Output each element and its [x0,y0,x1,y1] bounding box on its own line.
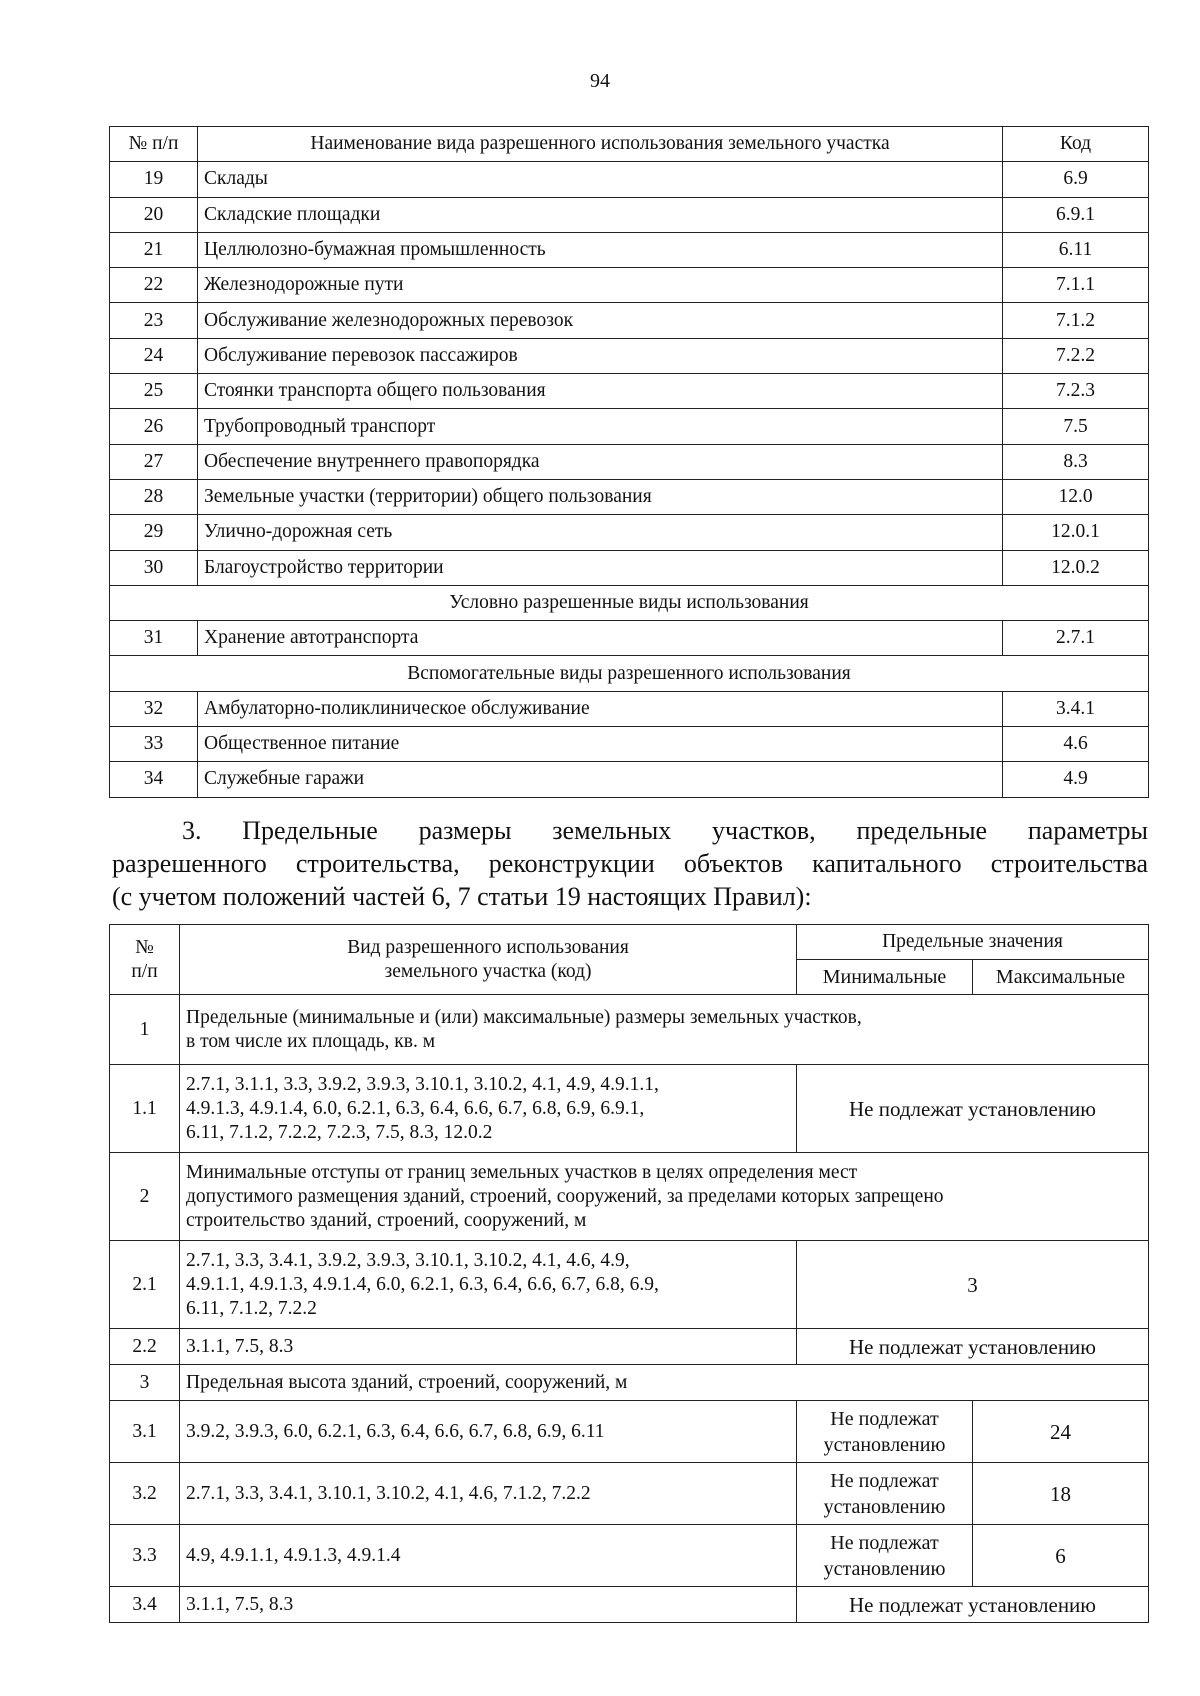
conditional-uses-body [110,621,1149,656]
text-line: допустимого размещения зданий, строений, сооружений, за пределами которых запрещено [186,1185,944,1207]
row-codes [180,1065,797,1153]
header-code: Код [1003,127,1149,162]
text-line: 4.9.1.1, 4.9.1.3, 4.9.1.4, 6.0, 6.2.1, 6.3, 6.4, 6.6, 6.7, 6.8, 6.9, [186,1273,659,1295]
table-row [110,409,1149,444]
table-row [110,1065,1149,1153]
text-line: 6.11, 7.1.2, 7.2.2 [186,1297,317,1319]
table-row [110,268,1149,303]
table-header-row [110,925,1149,960]
row-num: 32 [110,691,198,726]
row-num: 19 [110,162,198,197]
paragraph-line: (с учетом положений частей 6, 7 статьи 19 настоящих Правил): [112,882,812,911]
table-header-row [110,127,1149,162]
row-code: 12.0.1 [1003,515,1149,550]
text-line: установлению [823,1495,946,1518]
row-name: Благоустройство территории [198,550,1003,585]
table-row [110,1401,1149,1463]
main-uses-body [110,162,1149,586]
row-code: 7.2.2 [1003,338,1149,373]
table-row [110,550,1149,585]
row-value: Не подлежат установлению [797,1329,1149,1365]
row-codes: 3.9.2, 3.9.3, 6.0, 6.2.1, 6.3, 6.4, 6.6, 6.7, 6.8, 6.9, 6.11 [180,1401,797,1463]
row-code: 6.9.1 [1003,197,1149,232]
row-value: 3 [797,1241,1149,1329]
row-name: Склады [198,162,1003,197]
table-row [110,1463,1149,1525]
row-description: Предельная высота зданий, строений, сооружений, м [180,1365,1149,1401]
row-code: 7.1.2 [1003,303,1149,338]
text-line: в том числе их площадь, кв. м [186,1030,436,1052]
row-name: Обслуживание перевозок пассажиров [198,338,1003,373]
row-codes: 3.1.1, 7.5, 8.3 [180,1587,797,1623]
text-line: установлению [823,1557,946,1580]
row-code: 7.1.1 [1003,268,1149,303]
land-use-types-table [109,126,1149,798]
row-code: 8.3 [1003,444,1149,479]
row-num: 23 [110,303,198,338]
row-value: Не подлежат установлению [797,1065,1149,1153]
row-num: 33 [110,727,198,762]
row-name: Улично-дорожная сеть [198,515,1003,550]
row-name: Обслуживание железнодорожных перевозок [198,303,1003,338]
table-row [110,162,1149,197]
header-limits: Предельные значения [797,925,1149,960]
row-name: Целлюлозно-бумажная промышленность [198,232,1003,267]
row-min-value [797,1401,973,1463]
row-num: 1 [110,995,180,1065]
row-num: 27 [110,444,198,479]
row-num: 3 [110,1365,180,1401]
text-line: Минимальные отступы от границ земельных участков в целях определения мест [186,1161,858,1183]
table-row [110,479,1149,514]
row-code: 6.9 [1003,162,1149,197]
table-row [110,995,1149,1065]
auxiliary-uses-body [110,691,1149,797]
table-row [110,232,1149,267]
row-value: Не подлежат установлению [797,1587,1149,1623]
row-num: 34 [110,762,198,797]
table-row [110,515,1149,550]
row-num: 2.1 [110,1241,180,1329]
table-row [110,1525,1149,1587]
header-min: Минимальные [797,960,973,995]
table-row [110,303,1149,338]
row-max-value: 24 [973,1401,1149,1463]
text-line: Не подлежат [830,1469,939,1492]
text-line: 4.9.1.3, 4.9.1.4, 6.0, 6.2.1, 6.3, 6.4, 6.6, 6.7, 6.8, 6.9, 6.9.1, [186,1097,645,1119]
row-code: 7.2.3 [1003,374,1149,409]
section-3-paragraph [112,814,1148,913]
row-code: 12.0 [1003,479,1149,514]
header-num-line1: № [135,936,154,958]
row-name: Земельные участки (территории) общего пользования [198,479,1003,514]
table-row [110,1587,1149,1623]
row-code: 4.9 [1003,762,1149,797]
row-codes: 3.1.1, 7.5, 8.3 [180,1329,797,1365]
header-num [110,925,180,995]
row-num: 21 [110,232,198,267]
row-num: 31 [110,621,198,656]
table-row [110,727,1149,762]
row-name: Амбулаторно-поликлиническое обслуживание [198,691,1003,726]
text-line: строительство зданий, строений, сооружений, м [186,1209,587,1231]
page-number: 94 [590,70,610,92]
table-row [110,197,1149,232]
header-kind [180,925,797,995]
row-num: 28 [110,479,198,514]
row-code: 2.7.1 [1003,621,1149,656]
row-name: Обеспечение внутреннего правопорядка [198,444,1003,479]
text-line: 6.11, 7.1.2, 7.2.2, 7.2.3, 7.5, 8.3, 12.0.2 [186,1121,493,1143]
row-codes: 4.9, 4.9.1.1, 4.9.1.3, 4.9.1.4 [180,1525,797,1587]
row-num: 3.3 [110,1525,180,1587]
text-line: 2.7.1, 3.3, 3.4.1, 3.9.2, 3.9.3, 3.10.1, 3.10.2, 4.1, 4.6, 4.9, [186,1249,630,1271]
text-line: Не подлежат [830,1531,939,1554]
row-num: 1.1 [110,1065,180,1153]
row-name: Служебные гаражи [198,762,1003,797]
paragraph-line: разрешенного строительства, реконструкции объектов капитального строительства [112,849,1148,878]
limits-table [109,924,1149,1623]
text-line: 2.7.1, 3.1.1, 3.3, 3.9.2, 3.9.3, 3.10.1, 3.10.2, 4.1, 4.9, 4.9.1.1, [186,1073,659,1095]
row-num: 26 [110,409,198,444]
section-auxiliary-uses: Вспомогательные виды разрешенного использования [110,656,1149,691]
section-conditional-uses: Условно разрешенные виды использования [110,585,1149,620]
row-max-value: 18 [973,1463,1149,1525]
row-code: 12.0.2 [1003,550,1149,585]
row-num: 20 [110,197,198,232]
table-row [110,374,1149,409]
table-row [110,621,1149,656]
row-num: 29 [110,515,198,550]
row-num: 30 [110,550,198,585]
text-line: Не подлежат [830,1407,939,1430]
row-name: Хранение автотранспорта [198,621,1003,656]
paragraph-line: 3. Предельные размеры земельных участков, предельные параметры [182,816,1148,845]
table-row [110,691,1149,726]
row-code: 7.5 [1003,409,1149,444]
row-name: Складские площадки [198,197,1003,232]
row-code: 3.4.1 [1003,691,1149,726]
header-num: № п/п [110,127,198,162]
table-row [110,762,1149,797]
header-name: Наименование вида разрешенного использования земельного участка [198,127,1003,162]
row-code: 6.11 [1003,232,1149,267]
row-max-value: 6 [973,1525,1149,1587]
row-num: 25 [110,374,198,409]
row-code: 4.6 [1003,727,1149,762]
text-line: установлению [823,1433,946,1456]
row-name: Стоянки транспорта общего пользования [198,374,1003,409]
header-num-line2: п/п [131,960,158,982]
row-description [180,995,1149,1065]
row-description [180,1153,1149,1241]
table-row [110,444,1149,479]
row-num: 22 [110,268,198,303]
header-max: Максимальные [973,960,1149,995]
row-name: Общественное питание [198,727,1003,762]
header-kind-line1: Вид разрешенного использования [347,936,629,958]
table-row [110,1329,1149,1365]
table-row [110,1153,1149,1241]
section-row [110,656,1149,691]
row-num: 2.2 [110,1329,180,1365]
text-line: Предельные (минимальные и (или) максимальные) размеры земельных участков, [186,1006,862,1028]
table-row [110,338,1149,373]
header-kind-line2: земельного участка (код) [384,960,592,982]
table-row [110,1365,1149,1401]
row-num: 3.2 [110,1463,180,1525]
table-row [110,1241,1149,1329]
row-num: 2 [110,1153,180,1241]
row-num: 3.1 [110,1401,180,1463]
row-codes [180,1241,797,1329]
section-row [110,585,1149,620]
row-min-value [797,1463,973,1525]
row-num: 3.4 [110,1587,180,1623]
row-codes: 2.7.1, 3.3, 3.4.1, 3.10.1, 3.10.2, 4.1, 4.6, 7.1.2, 7.2.2 [180,1463,797,1525]
row-min-value [797,1525,973,1587]
row-name: Трубопроводный транспорт [198,409,1003,444]
row-name: Железнодорожные пути [198,268,1003,303]
row-num: 24 [110,338,198,373]
